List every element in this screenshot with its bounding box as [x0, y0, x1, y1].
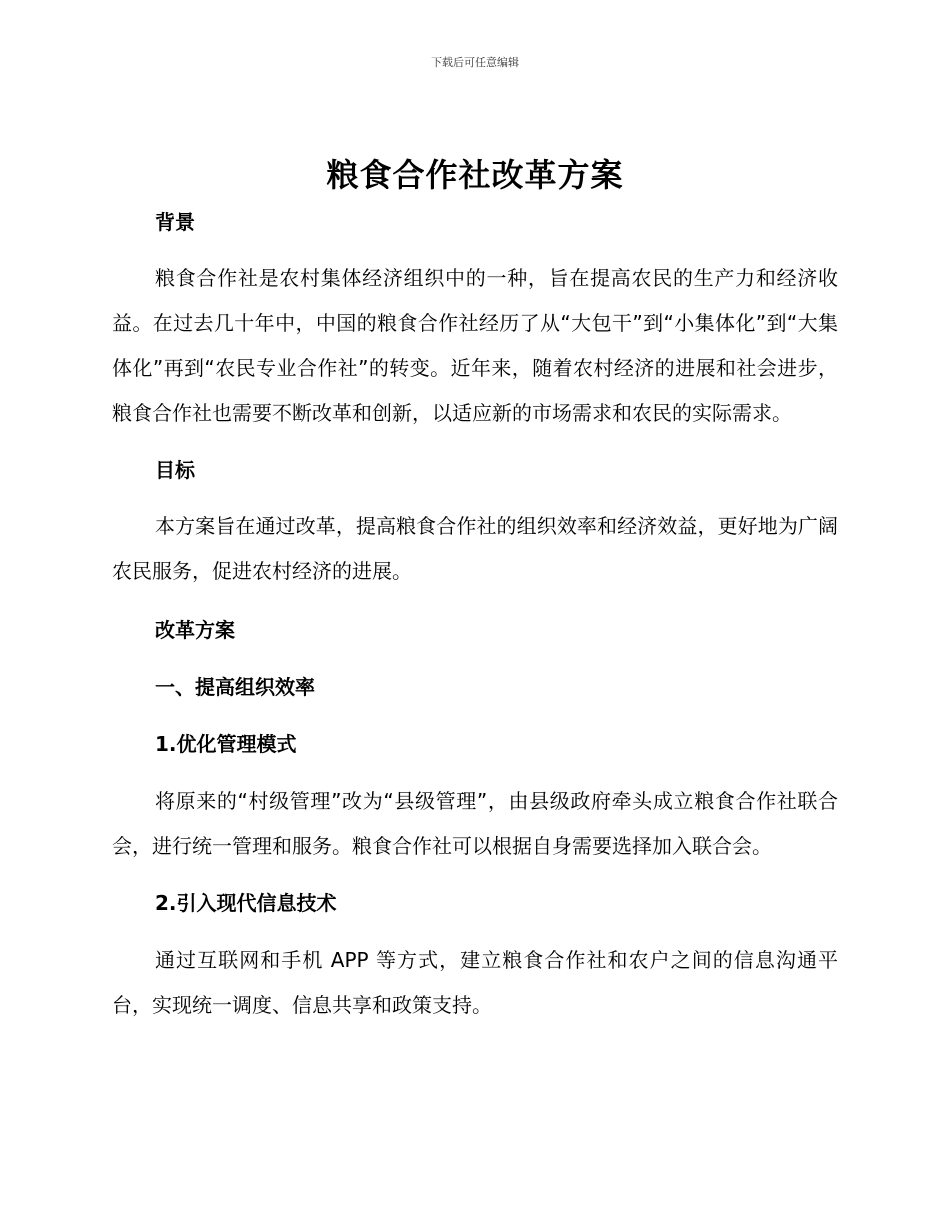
subsection1-heading: 1.优化管理模式 [155, 732, 297, 756]
plan-heading: 改革方案 [155, 618, 235, 642]
document-title: 粮食合作社改革方案 [326, 156, 624, 194]
subsection1-paragraph: 将原来的“村级管理”改为“县级管理”，由县级政府牵头成立粮食合作社联合会，进行统一管理和服务。粮食合作社可以根据自身需要选择加入联合会。 [112, 789, 838, 858]
document-body [112, 200, 838, 1028]
page-header-note: 下载后可任意编辑 [431, 56, 519, 69]
background-paragraph: 粮食合作社是农村集体经济组织中的一种，旨在提高农民的生产力和经济收益。在过去几十年中，中国的粮食合作社经历了从“大包干”到“小集体化”到“大集体化”再到“农民专业合作社”的转变。近年来，随着农村经济的进展和社会进步，粮食合作社也需要不断改革和创新，以适应新的市场需求和农民的实际需求。 [112, 266, 838, 425]
subsection2-heading: 2.引入现代信息技术 [155, 891, 337, 915]
section1-heading: 一、提高组织效率 [155, 675, 315, 699]
goal-heading: 目标 [155, 458, 195, 482]
background-heading: 背景 [155, 210, 195, 234]
goal-paragraph: 本方案旨在通过改革，提高粮食合作社的组织效率和经济效益，更好地为广阔农民服务，促进农村经济的进展。 [112, 514, 838, 583]
subsection2-paragraph: 通过互联网和手机 APP 等方式，建立粮食合作社和农户之间的信息沟通平台，实现统一调度、信息共享和政策支持。 [112, 948, 838, 1017]
